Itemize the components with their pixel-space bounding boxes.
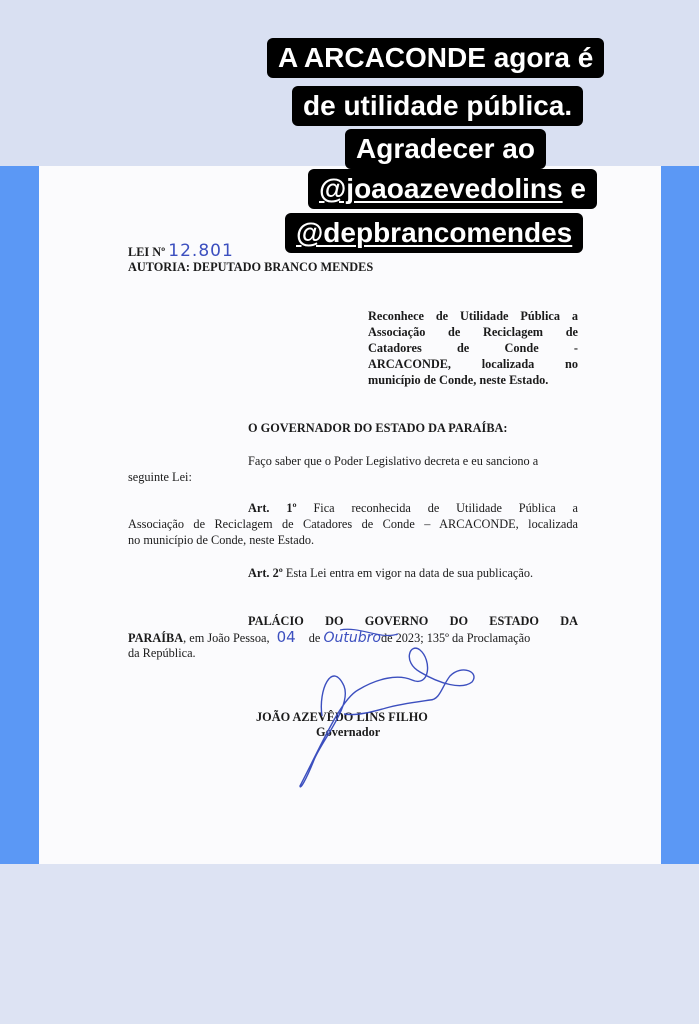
caption-line-1: A ARCACONDE agora é <box>267 38 604 78</box>
palace-de: de <box>308 631 321 645</box>
article-1-line-3: no município de Conde, neste Estado. <box>128 533 315 547</box>
caption-line-4 <box>308 169 597 209</box>
summary-line: Reconhece de Utilidade Pública a <box>368 309 578 323</box>
law-number-handwritten: 12.801 <box>168 241 234 261</box>
article-1-label: Art. 1º <box>248 501 297 515</box>
signatory-title: Governador <box>316 725 381 739</box>
summary-line: ARCACONDE, localizada no <box>368 357 578 371</box>
law-prefix: LEI Nº <box>128 245 166 259</box>
caption-line-3: Agradecer ao <box>345 129 546 169</box>
intro-line-1: Faço saber que o Poder Legislativo decreta e eu sanciono a <box>248 454 539 468</box>
mention-depbrancomendes[interactable]: @depbrancomendes <box>296 217 573 248</box>
palace-state: PARAÍBA <box>128 631 184 645</box>
authorship: AUTORIA: DEPUTADO BRANCO MENDES <box>128 260 374 274</box>
caption-conjunction: e <box>562 173 586 204</box>
palace-year: de 2023; 135º da Proclamação <box>380 631 531 645</box>
handwritten-month: Outubro <box>323 630 381 646</box>
article-1-line-2: Associação de Reciclagem de Catadores de Conde – ARCACONDE, localizada <box>128 517 578 531</box>
article-2-label: Art. 2º <box>248 566 283 580</box>
signatory-name: JOÃO AZEVÊDO LINS FILHO <box>256 710 428 724</box>
caption-line-5 <box>285 213 583 253</box>
palace-line-3: da República. <box>128 646 196 660</box>
palace-line-1: PALÁCIO DO GOVERNO DO ESTADO DA <box>248 614 578 628</box>
handwritten-day: 04 <box>276 628 296 646</box>
governor-heading: O GOVERNADOR DO ESTADO DA PARAÍBA: <box>248 421 508 435</box>
palace-city: , em João Pessoa, <box>183 631 270 645</box>
summary-line: Associação de Reciclagem de <box>368 325 578 339</box>
summary-line: município de Conde, neste Estado. <box>368 373 549 387</box>
caption-line-2: de utilidade pública. <box>292 86 583 126</box>
intro-line-2: seguinte Lei: <box>128 470 192 484</box>
summary-line: Catadores de Conde - <box>368 341 578 355</box>
article-1-text: Fica reconhecida de Utilidade Pública a <box>313 501 578 515</box>
mention-joaoazevedolins[interactable]: @joaoazevedolins <box>319 173 563 204</box>
article-2-text: Esta Lei entra em vigor na data de sua publicação. <box>285 566 534 580</box>
